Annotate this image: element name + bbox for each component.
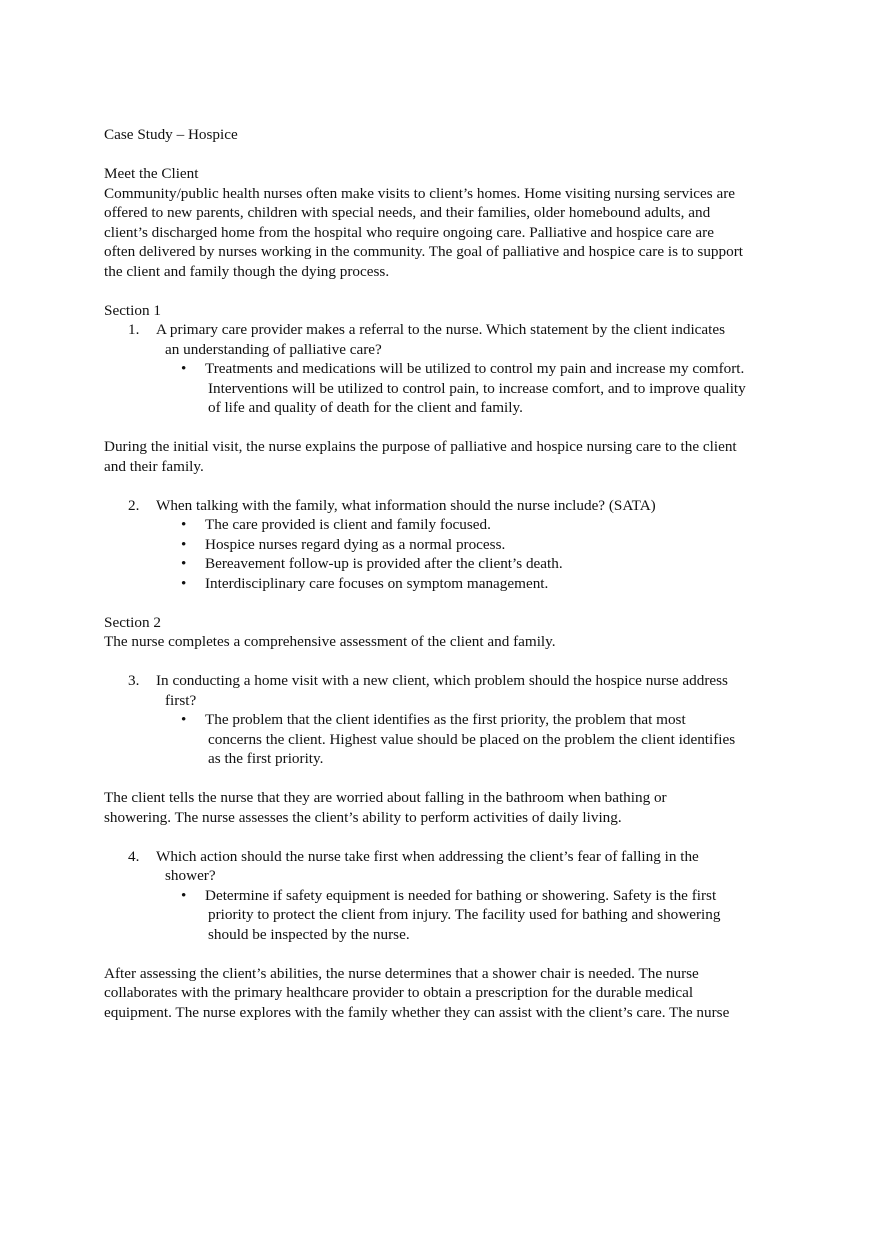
question-number: 2. [128, 496, 140, 514]
question-line: When talking with the family, what information should the nurse include? (SATA) [156, 496, 656, 514]
answer-line: Bereavement follow-up is provided after the client’s death. [205, 555, 563, 572]
shower-chair-paragraph [104, 964, 776, 1023]
answer-line: Interventions will be utilized to control pain, to increase comfort, and to improve quality [208, 379, 746, 397]
intro-line: Community/public health nurses often make visits to client’s homes. Home visiting nursing services are [104, 184, 736, 202]
question-number: 1. [128, 321, 140, 338]
meet-client-heading: Meet the Client [104, 165, 199, 182]
answer-list [104, 515, 776, 593]
bullet-icon: • [181, 574, 187, 592]
question-line: Which action should the nurse take first when addressing the client’s fear of falling in the [156, 847, 699, 865]
bullet-icon: • [181, 535, 187, 553]
answer-line: Treatments and medications will be utilized to control my pain and increase my comfort. [205, 360, 745, 377]
question-4 [104, 847, 776, 886]
answer-item [104, 886, 776, 945]
paragraph-line: After assessing the client’s abilities, the nurse determines that a shower chair is needed. The nurse [104, 964, 699, 982]
bathroom-paragraph [104, 788, 776, 827]
intro-line: often delivered by nurses working in the community. The goal of palliative and hospice care is to support [104, 243, 743, 260]
question-2 [104, 496, 776, 516]
paragraph-line: showering. The nurse assesses the client’s ability to perform activities of daily living. [104, 808, 622, 826]
question-line: A primary care provider makes a referral to the nurse. Which statement by the client indicates [156, 321, 726, 338]
intro-paragraph [104, 184, 776, 282]
document-body [104, 125, 776, 1022]
bullet-icon: • [181, 516, 187, 533]
question-text [156, 320, 776, 359]
question-text [156, 496, 776, 516]
answer-line: concerns the client. Highest value should be placed on the problem the client identifies [208, 730, 736, 748]
intro-line: the client and family though the dying process. [104, 262, 390, 280]
answer-line: of life and quality of death for the client and family. [208, 399, 523, 416]
bullet-icon: • [181, 886, 187, 904]
answer-item [104, 535, 776, 555]
question-line: an understanding of palliative care? [165, 340, 382, 358]
question-3 [104, 671, 776, 710]
answer-list [104, 886, 776, 945]
answer-item [104, 710, 776, 769]
section-1-heading: Section 1 [104, 301, 161, 319]
question-line: shower? [165, 867, 216, 884]
bullet-icon: • [181, 360, 187, 377]
question-line: In conducting a home visit with a new client, which problem should the hospice nurse address [156, 672, 728, 689]
paragraph-line: equipment. The nurse explores with the family whether they can assist with the client’s care. The nurse [104, 1003, 730, 1021]
section-2-heading: Section 2 [104, 613, 161, 631]
question-number: 3. [128, 672, 140, 689]
paragraph-line: and their family. [104, 457, 204, 475]
initial-visit-paragraph [104, 437, 776, 476]
answer-line: priority to protect the client from injury. The facility used for bathing and showering [208, 906, 721, 923]
answer-line: The care provided is client and family focused. [205, 516, 491, 533]
answer-line: should be inspected by the nurse. [208, 925, 410, 943]
bullet-icon: • [181, 555, 187, 572]
question-number: 4. [128, 847, 140, 865]
answer-item [104, 359, 776, 418]
answer-item [104, 574, 776, 594]
question-text [156, 847, 776, 886]
answer-item [104, 554, 776, 574]
intro-line: offered to new parents, children with special needs, and their families, older homebound adults, and [104, 204, 711, 221]
paragraph-line: collaborates with the primary healthcare provider to obtain a prescription for the durable medical [104, 984, 694, 1001]
answer-line: Determine if safety equipment is needed for bathing or showering. Safety is the first [205, 886, 717, 904]
answer-line: The problem that the client identifies as the first priority, the problem that most [205, 711, 686, 728]
question-line: first? [165, 691, 197, 709]
paragraph-line: The client tells the nurse that they are worried about falling in the bathroom when bathing or [104, 789, 667, 806]
bullet-icon: • [181, 711, 187, 728]
document-title: Case Study – Hospice [104, 126, 238, 143]
answer-item [104, 515, 776, 535]
answer-list [104, 359, 776, 418]
intro-line: client’s discharged home from the hospital who require ongoing care. Palliative and hospice care are [104, 223, 714, 241]
question-text [156, 671, 776, 710]
answer-line: as the first priority. [208, 750, 324, 767]
question-1 [104, 320, 776, 359]
paragraph-line: During the initial visit, the nurse explains the purpose of palliative and hospice nursing care to the client [104, 438, 737, 455]
section-2-intro: The nurse completes a comprehensive assessment of the client and family. [104, 633, 556, 650]
answer-line: Interdisciplinary care focuses on symptom management. [205, 574, 549, 592]
answer-list [104, 710, 776, 769]
answer-line: Hospice nurses regard dying as a normal process. [205, 535, 506, 553]
